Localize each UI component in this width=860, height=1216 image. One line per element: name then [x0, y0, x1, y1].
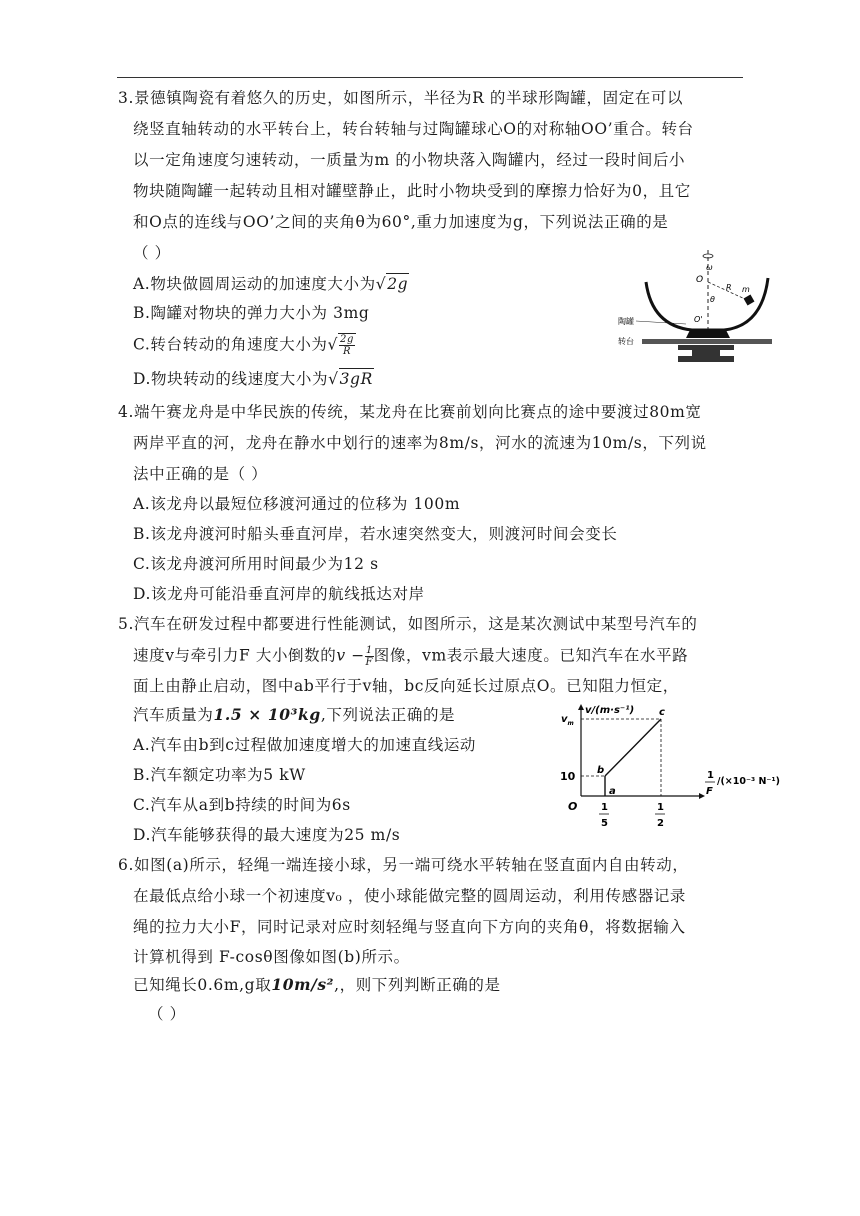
q5-line-3: 面上由静止启动，图中ab平行于v轴，bc反向延长过原点O。已知阻力恒定， [133, 677, 679, 695]
q6-line-5-math: 10m/s² [271, 975, 335, 994]
q6-line-5-end: ,，则下列判断正确的是 [334, 976, 501, 994]
q3-option-c-text: C.转台转动的角速度大小为 [133, 335, 328, 354]
q5-line-4-end: ,下列说法正确的是 [320, 706, 456, 724]
jar-base [686, 330, 730, 338]
q5-line-2-start: 速度v与牵引力F 大小倒数的 [133, 646, 337, 665]
y-axis-label: v/(m·s⁻¹) [585, 705, 635, 716]
q4-option-c: C.该龙舟渡河所用时间最少为12 s [133, 555, 379, 573]
q6-line-4: 计算机得到 F-cosθ图像如图(b)所示。 [133, 948, 410, 966]
q5-line-2-end: 图像，vm表示最大速度。已知汽车在水平路 [373, 646, 689, 665]
q4-line-1: 4.端午赛龙舟是中华民族的传统，某龙舟在比赛前划向比赛点的途中要渡过80m宽 [118, 403, 702, 421]
q3-option-b: B.陶罐对物块的弹力大小为 3mg [133, 304, 370, 322]
q5-line-2-frac: $\frac{1}{F}$ [365, 645, 374, 668]
q5-line-4 [133, 705, 455, 725]
q5-line-4-math: 1.5 × 10³kg [213, 705, 321, 724]
point-c-label: c [659, 707, 665, 718]
q6-line-2: 在最低点给小球一个初速度v₀ ，使小球能做完整的圆周运动，利用传感器记录 [133, 887, 686, 905]
q6-line-5 [133, 975, 501, 995]
q4-option-a: A.该龙舟以最短位移渡河通过的位移为 100m [133, 495, 461, 513]
jar-label: 陶罐 [618, 317, 634, 326]
header-rule [117, 77, 743, 78]
y-tick-10: 10 [560, 770, 576, 783]
y-axis-arrow-icon [578, 704, 584, 710]
q3-option-d [133, 368, 374, 389]
radius-label: R [726, 283, 732, 292]
x-label-unit: /(×10⁻³ N⁻¹) [717, 776, 780, 787]
turntable [642, 339, 772, 344]
q5-option-c: C.汽车从a到b持续的时间为6s [133, 796, 351, 814]
q5-line-1: 5.汽车在研发过程中都要进行性能测试，如图所示，这是某次测试中某型号汽车的 [118, 615, 698, 633]
center-o-label: O [696, 275, 704, 285]
omega-label: ω [706, 263, 713, 272]
point-b-label: b [597, 765, 605, 776]
q3-line-5: 和O点的连线与OO’之间的夹角θ为60°,重力加速度为g，下列说法正确的是 [133, 213, 669, 231]
center-o2-label: O' [694, 315, 703, 324]
q3-option-c [133, 333, 356, 357]
q4-line-2: 两岸平直的河，龙舟在静水中划行的速率为8m/s，河水的流速为10m/s，下列说 [133, 434, 707, 452]
block [744, 295, 755, 306]
q5-line-2-math: v − [336, 646, 365, 665]
q3-line-4: 物块随陶罐一起转动且相对罐壁静止，此时小物块受到的摩擦力恰好为0，且它 [133, 182, 691, 200]
q6-line-1: 6.如图(a)所示，轻绳一端连接小球，另一端可绕水平转轴在竖直面内自由转动， [118, 856, 689, 874]
q3-line-3: 以一定角速度匀速转动，一质量为m 的小物块落入陶罐内，经过一段时间后小 [133, 151, 686, 169]
x-axis-arrow-icon [699, 793, 705, 799]
q5-option-b: B.汽车额定功率为5 kW [133, 766, 306, 784]
theta-label: θ [710, 295, 715, 304]
turntable-support [678, 345, 734, 350]
x-tick-2-numerator: 1 [657, 802, 664, 813]
q6-line-3: 绳的拉力大小F，同时记录对应时刻轻绳与竖直向下方向的夹角θ，将数据输入 [133, 918, 686, 936]
origin-label: O [568, 800, 578, 813]
q5-line-4-start: 汽车质量为 [133, 706, 214, 724]
segment-bc [605, 719, 661, 776]
q3-line-1: 3.景德镇陶瓷有着悠久的历史，如图所示，半径为R 的半球形陶罐，固定在可以 [118, 89, 684, 107]
x-tick-1-numerator: 1 [601, 802, 608, 813]
q4-option-d: D.该龙舟可能沿垂直河岸的航线抵达对岸 [133, 585, 425, 603]
q5-graph-figure [555, 700, 785, 840]
q6-answer-paren: （ ） [148, 1005, 186, 1023]
point-a-label: a [609, 786, 616, 797]
turntable-label: 转台 [618, 337, 634, 346]
q3-option-a-math: √2g [375, 275, 409, 293]
q3-line-6: （ ） [133, 244, 171, 262]
jar-pointer [636, 321, 686, 324]
q4-option-b: B.该龙舟渡河时船头垂直河岸，若水速突然变大，则渡河时间会变长 [133, 525, 618, 543]
q3-option-d-math: √3gR [328, 370, 373, 388]
q3-option-a [133, 273, 409, 294]
x-label-numerator: 1 [707, 770, 714, 781]
turntable-stand [692, 350, 720, 356]
q5-option-a: A.汽车由b到c过程做加速度增大的加速直线运动 [133, 736, 477, 754]
q4-line-3: 法中正确的是（ ） [133, 465, 268, 483]
x-tick-1-denominator: 5 [601, 818, 608, 829]
q3-option-a-text: A.物块做圆周运动的加速度大小为 [133, 275, 376, 293]
q3-jar-figure [612, 246, 772, 366]
q5-option-d: D.汽车能够获得的最大速度为25 m/s [133, 826, 401, 844]
q3-line-2: 绕竖直轴转动的水平转台上，转台转轴与过陶罐球心O的对称轴OO’重合。转台 [133, 120, 694, 138]
vm-label: $v_m$ [561, 714, 574, 727]
turntable-foot [678, 356, 734, 362]
q5-line-2 [133, 645, 688, 668]
x-tick-2-denominator: 2 [657, 818, 664, 829]
q3-option-d-text: D.物块转动的线速度大小为 [133, 370, 329, 388]
x-label-denominator: F [706, 786, 713, 797]
q6-line-5-start: 已知绳长0.6m,g取 [133, 976, 272, 994]
mass-label: m [742, 285, 750, 294]
q3-option-c-math: √ $\frac{2g}{R}$ [327, 334, 354, 357]
